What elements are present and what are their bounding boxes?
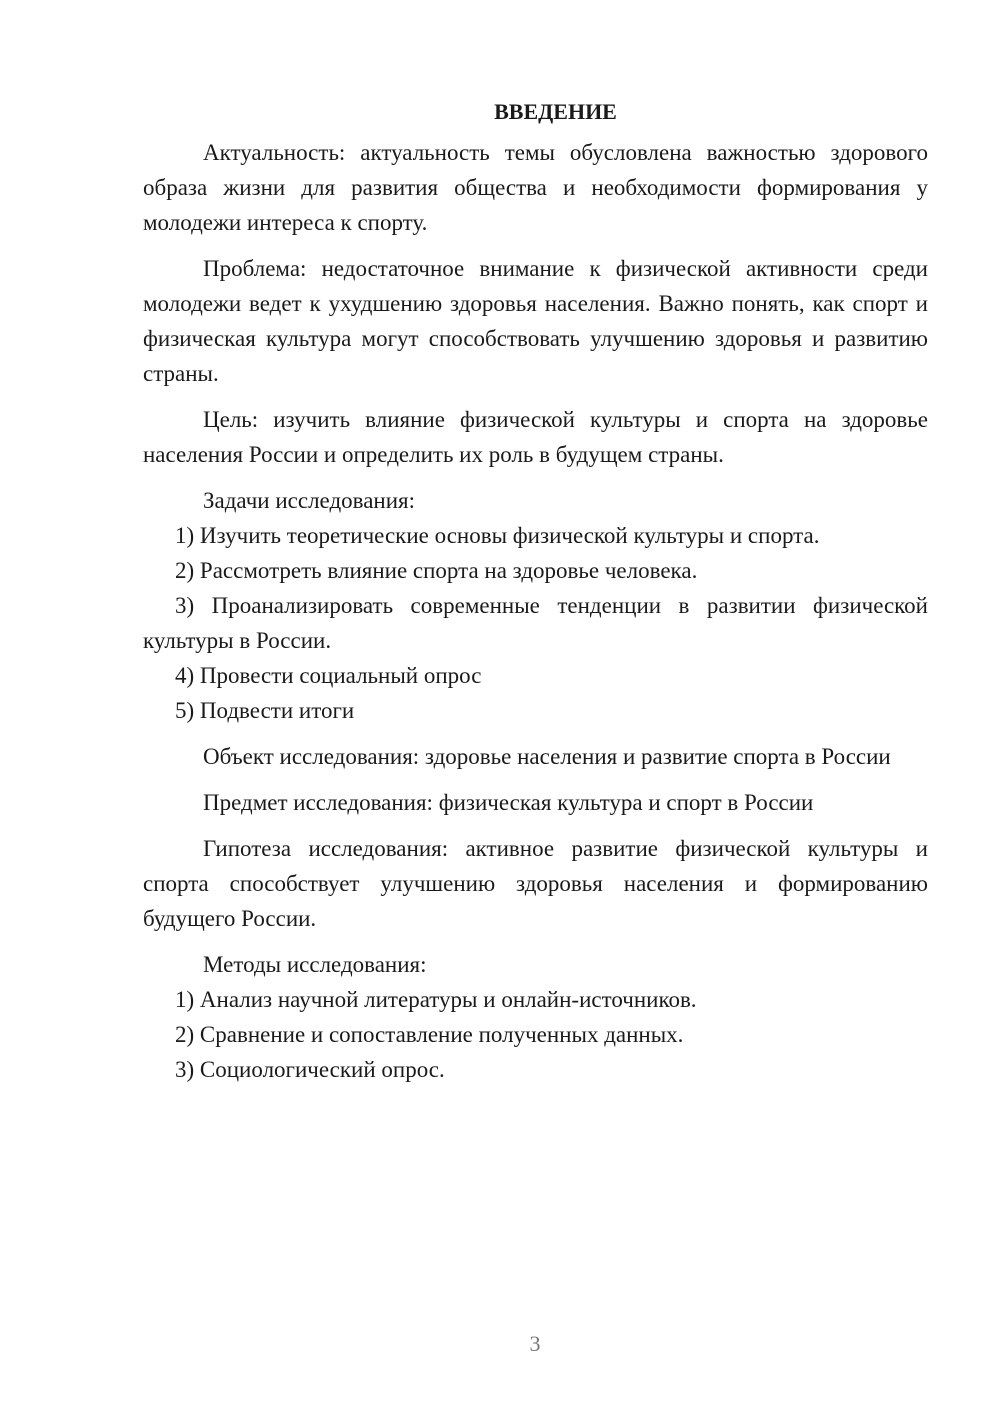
method-item: 3) Социологический опрос. <box>175 1057 445 1082</box>
page-number: 3 <box>529 1331 541 1356</box>
task-item: 1) Изучить теоретические основы физической культуры и спорта. <box>175 523 820 548</box>
problem-paragraph: Проблема: недостаточное внимание к физической активности среди молодежи ведет к ухудшению здоровья населения. Важно понять, как спорт и физическая культура могут способствовать улучшению здоровья и развитию страны. <box>143 256 928 386</box>
hypothesis-paragraph: Гипотеза исследования: активное развитие физической культуры и спорта способствует улучшению здоровья населения и формированию будущего России. <box>143 836 928 931</box>
task-item: 4) Провести социальный опрос <box>175 663 482 688</box>
task-item: 2) Рассмотреть влияние спорта на здоровье человека. <box>175 558 698 583</box>
subject-paragraph: Предмет исследования: физическая культура и спорт в России <box>203 790 814 815</box>
goal-paragraph: Цель: изучить влияние физической культуры и спорта на здоровье населения России и определить их роль в будущем страны. <box>143 407 928 467</box>
method-item: 2) Сравнение и сопоставление полученных данных. <box>175 1022 684 1047</box>
object-paragraph: Объект исследования: здоровье населения и развитие спорта в России <box>203 744 891 769</box>
section-title: ВВЕДЕНИЕ <box>494 99 617 124</box>
methods-heading: Методы исследования: <box>203 952 427 977</box>
task-item: 5) Подвести итоги <box>175 698 355 723</box>
page-content <box>143 94 928 1087</box>
relevance-paragraph: Актуальность: актуальность темы обусловлена важностью здорового образа жизни для развития общества и необходимости формирования у молодежи интереса к спорту. <box>143 140 928 235</box>
task-item: 3) Проанализировать современные тенденции в развитии физической культуры в России. <box>143 593 928 653</box>
method-item: 1) Анализ научной литературы и онлайн-источников. <box>175 987 697 1012</box>
tasks-heading: Задачи исследования: <box>203 488 416 513</box>
